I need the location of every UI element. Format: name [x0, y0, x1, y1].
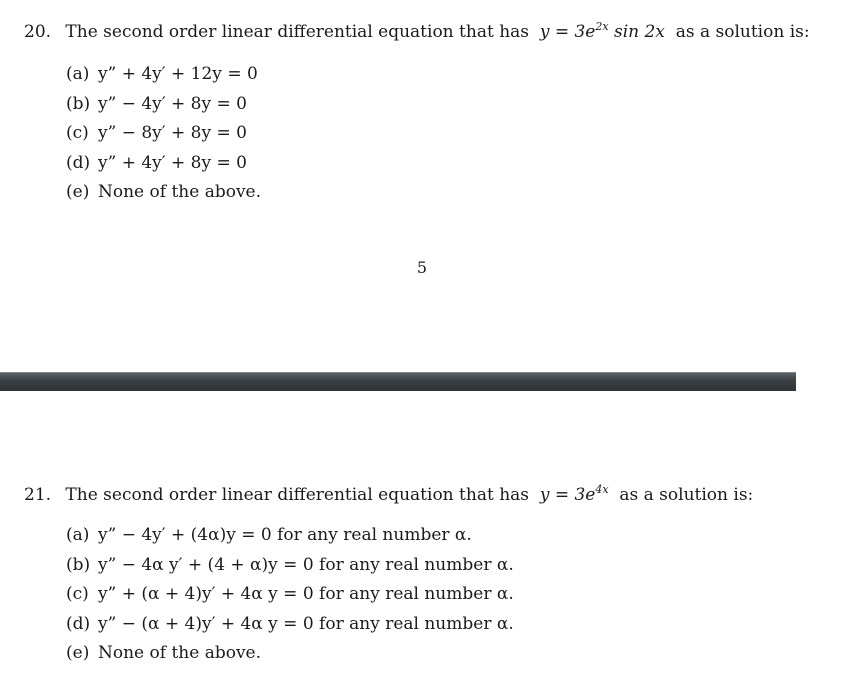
question-text: The second order linear differential equation that has [65, 485, 529, 505]
option-b[interactable]: (b) y” − 4y′ + 8y = 0 [66, 93, 247, 114]
option-d[interactable]: (d) y” − (α + 4)y′ + 4α y = 0 for any real number α. [66, 613, 514, 634]
question-text: The second order linear differential equation that has [65, 22, 529, 42]
question-number: 20. [24, 22, 52, 42]
solution-math: $y = 3e^{2x}$ sin 2x [539, 20, 665, 42]
page-divider [0, 372, 796, 391]
option-c[interactable]: (c) y” − 8y′ + 8y = 0 [66, 123, 247, 143]
option-a[interactable]: (a) y” − 4y′ + (4α)y = 0 for any real number α. [66, 525, 472, 545]
option-a[interactable]: (a) y” + 4y′ + 12y = 0 [66, 64, 258, 84]
question-text-end: as a solution is: [675, 22, 810, 42]
question-20 [24, 20, 810, 42]
question-text-end: as a solution is: [619, 485, 754, 505]
option-e[interactable]: (e) None of the above. [66, 643, 262, 663]
option-b[interactable]: (b) y” − 4α y′ + (4 + α)y = 0 for any real number α. [66, 554, 514, 575]
question-number: 21. [24, 485, 52, 505]
option-c[interactable]: (c) y” + (α + 4)y′ + 4α y = 0 for any real number α. [66, 584, 514, 604]
option-e[interactable]: (e) None of the above. [66, 182, 262, 202]
page-number: 5 [416, 258, 428, 277]
question-21 [24, 483, 753, 505]
option-d[interactable]: (d) y” + 4y′ + 8y = 0 [66, 152, 247, 173]
options-list-20 [66, 60, 261, 208]
options-list-21 [66, 521, 514, 669]
solution-math: $y = 3e^{4x}$ [539, 483, 609, 505]
